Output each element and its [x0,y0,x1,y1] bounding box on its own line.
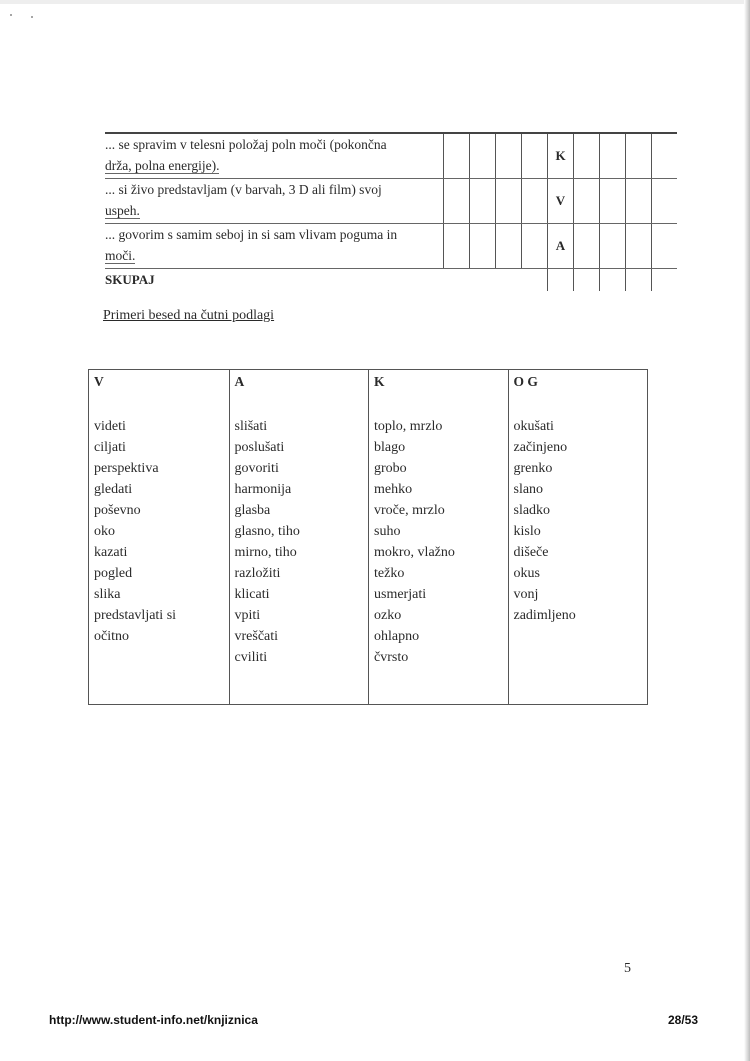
word-item: dišeče [513,545,549,560]
score-total-cell [600,269,626,292]
score-cell [522,179,548,224]
word-item: poslušati [234,440,285,455]
word-item: sladko [513,503,551,518]
word-item: grobo [374,461,407,476]
word-item: vreščati [234,629,279,644]
word-item: grenko [513,461,553,476]
score-statement: ... se spravim v telesni položaj poln moči (pokončna drža, polna energije). [105,133,444,179]
score-row [105,179,677,224]
score-cell [652,133,678,179]
word-item: gledati [94,482,133,497]
score-cell [626,224,652,269]
word-item: poševno [94,503,141,518]
score-total-cell [652,269,678,292]
word-item: slika [94,587,121,602]
word-item: mirno, tiho [234,545,297,560]
word-column-og [508,370,648,704]
word-item: čvrsto [374,650,409,665]
word-item: oko [94,524,115,539]
section-heading: Primeri besed na čutni podlagi [103,308,275,323]
word-item: perspektiva [94,461,159,476]
score-cell [626,179,652,224]
word-item: glasba [234,503,271,518]
word-list [509,406,648,626]
score-cell [496,224,522,269]
word-column-a [229,370,369,704]
word-item: očitno [94,629,129,644]
page-number: 5 [624,961,631,976]
word-item: ciljati [94,440,126,455]
score-cell [496,179,522,224]
word-item: okus [513,566,540,581]
score-cell [496,133,522,179]
column-header: K [374,374,385,389]
scan-right-edge [744,0,750,1061]
score-cell [444,224,470,269]
scan-speck [10,14,12,16]
score-row [105,224,677,269]
word-item: suho [374,524,401,539]
word-item: usmerjati [374,587,427,602]
score-row [105,133,677,179]
score-statement: ... si živo predstavljam (v barvah, 3 D ali film) svoj uspeh. [105,179,444,224]
score-cell [574,133,600,179]
word-item: ozko [374,608,402,623]
score-total-cell [626,269,652,292]
score-cell [444,133,470,179]
score-cell-letter: V [548,179,574,224]
score-total-cell [548,269,574,292]
column-header: A [234,374,245,389]
column-header: V [94,374,104,389]
score-total-row [105,269,677,292]
word-item: ohlapno [374,629,420,644]
word-list [230,406,369,668]
score-cell [470,133,496,179]
word-column-k [368,370,508,704]
score-cell [470,269,496,292]
word-item: vonj [513,587,539,602]
score-cell [652,224,678,269]
word-list [89,406,229,647]
scan-speck [31,16,33,18]
word-item: začinjeno [513,440,568,455]
word-item: vroče, mrzlo [374,503,445,518]
score-cell [600,224,626,269]
word-item: vpiti [234,608,261,623]
word-item: mehko [374,482,413,497]
word-item: razložiti [234,566,281,581]
score-cell [652,179,678,224]
score-total-label: SKUPAJ [105,272,155,287]
word-item: slano [513,482,544,497]
score-cell-letter: K [548,133,574,179]
word-item: govoriti [234,461,279,476]
score-cell [444,179,470,224]
word-item: mokro, vlažno [374,545,455,560]
score-cell [574,224,600,269]
score-table [105,132,677,291]
score-cell [574,179,600,224]
score-total-cell [574,269,600,292]
score-cell [496,269,522,292]
score-cell [522,269,548,292]
word-column-v [89,370,229,704]
score-cell-letter: A [548,224,574,269]
word-item: slišati [234,419,268,434]
score-cell [522,133,548,179]
word-item: toplo, mrzlo [374,419,443,434]
word-item: harmonija [234,482,292,497]
scan-top-edge [0,0,750,4]
word-item: cviliti [234,650,268,665]
score-cell [626,133,652,179]
footer-url-link[interactable]: http://www.student-info.net/knjiznica [49,1013,258,1027]
score-cell [470,179,496,224]
word-item: predstavljati si [94,608,177,623]
score-statement: ... govorim s samim seboj in si sam vlivam poguma in moči. [105,224,444,269]
word-item: zadimljeno [513,608,576,623]
footer-page-count: 28/53 [668,1013,699,1027]
column-header: O G [513,374,538,389]
word-item: težko [374,566,405,581]
word-item: okušati [513,419,554,434]
word-item: glasno, tiho [234,524,300,539]
score-cell [522,224,548,269]
sensory-word-table [88,369,648,705]
word-item: videti [94,419,126,434]
score-cell [600,133,626,179]
word-item: blago [374,440,406,455]
word-list [369,406,508,668]
word-item: klicati [234,587,270,602]
score-cell [470,224,496,269]
word-item: pogled [94,566,133,581]
score-cell [444,269,470,292]
word-item: kazati [94,545,128,560]
word-item: kislo [513,524,541,539]
score-cell [600,179,626,224]
